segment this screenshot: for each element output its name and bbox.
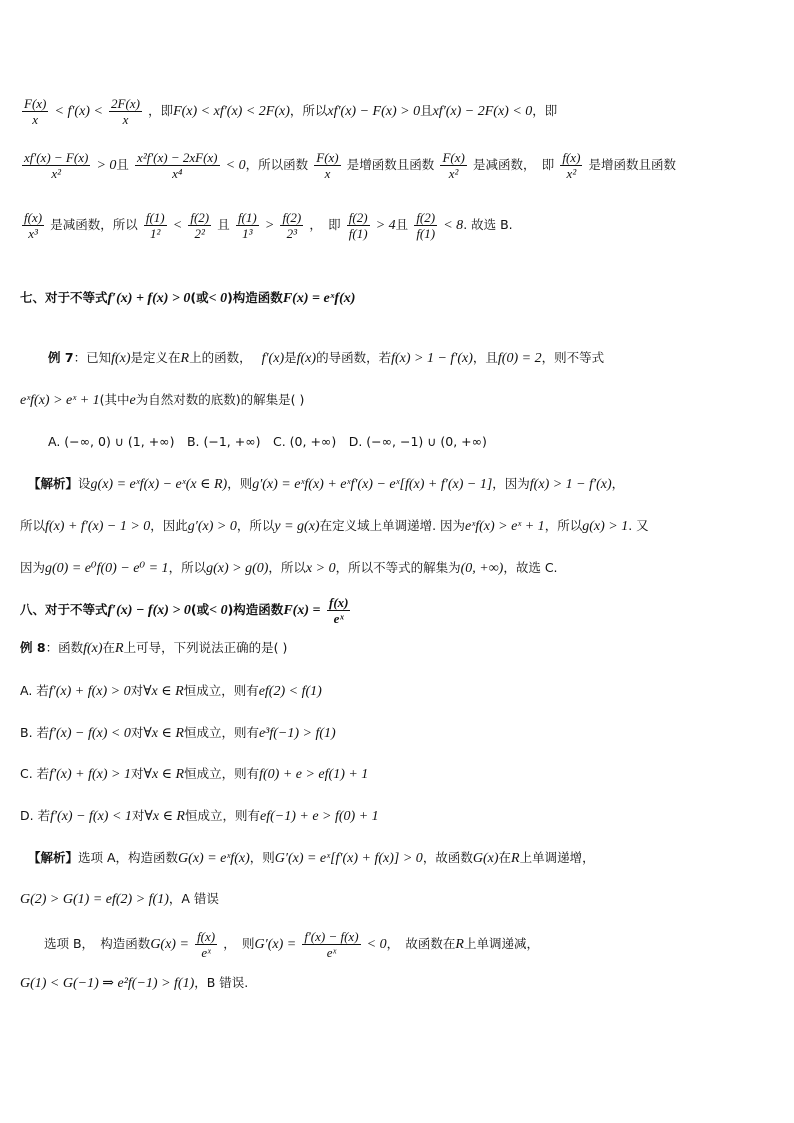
fraction: $\frac{F(x)}{x}$ <box>316 150 339 181</box>
solution-7-line-2: 所以f(x) + f′(x) − 1 > 0，因此g′(x) > 0，所以y = g(x)在定义域上单调递增. 因为eˣf(x) > eˣ + 1，所以g(x) > 1. 又 <box>20 518 649 534</box>
solution-8-line-4: G(1) < G(−1) ⇒ e²f(−1) > f(1)，B 错误. <box>20 975 249 991</box>
derivation-line-3: $\frac{f(x)}{\text{x³}}$ 是减函数，所以 $\frac{f(1)}{\text{1²}}$ < $\frac{f(2)}{\text{2²}}$ 且 $\frac{f(1)}{\text{1³}}$ > $\frac{f(2)}{\text{2³}}$ ， 即 $\frac{f(2)}{f(1)}$ > 4且 $\frac{f(2)}{f(1)}$ < 8. 故选 B. <box>24 210 513 241</box>
fraction: $\frac{f(2)}{\text{2²}}$ <box>190 210 210 241</box>
example-7-options: A. (−∞, 0) ∪ (1, +∞) B. (−1, +∞) C. (0, +∞) D. (−∞, −1) ∪ (0, +∞) <box>48 434 487 449</box>
fraction: $\frac{f'(x) - f(x)}{\text{eˣ}}$ <box>304 929 359 960</box>
fraction: $\frac{f(x)}{\text{x³}}$ <box>24 210 43 241</box>
fraction: $\frac{f(x)}{\text{eˣ}}$ <box>328 595 349 626</box>
solution-8-line-1: 【解析】选项 A，构造函数G(x) = eˣf(x)，则G′(x) = eˣ[f′(x) + f(x)] > 0，故函数G(x)在R上单调递增， <box>28 850 595 866</box>
fraction: $\frac{f(2)}{\text{2³}}$ <box>282 210 302 241</box>
example-7-question: 例 7：已知f(x)是定义在R上的函数， f′(x)是f(x)的导函数，若f(x) > 1 − f′(x)，且f(0) = 2，则不等式 <box>48 350 605 366</box>
solution-8-line-2: G(2) > G(1) = ef(2) > f(1)，A 错误 <box>20 891 219 907</box>
fraction: $\frac{f(x)}{\text{x²}}$ <box>562 150 581 181</box>
derivation-line-2: $\frac{xf'(x) - F(x)}{\text{x²}}$ > 0且 $\frac{\text{x²f′(x) − 2xF(x)}}{\text{x⁴}}$ < 0，所以函数 $\frac{F(x)}{x}$ 是增函数且函数 $\frac{F(x)}{\text{x²}}$ 是减函数， 即 $\frac{f(x)}{\text{x²}}$ 是增函数且函数 <box>24 150 677 181</box>
section-heading-7: 七、对于不等式f′(x) + f(x) > 0(或< 0)构造函数F(x) = eˣf(x) <box>20 290 356 306</box>
example-8-option-b: B. 若f′(x) − f(x) < 0对∀x ∈ R恒成立，则有e³f(−1) > f(1) <box>20 725 336 741</box>
solution-7-line-3: 因为g(0) = e⁰f(0) − e⁰ = 1，所以g(x) > g(0)，所以x > 0，所以不等式的解集为(0, +∞)，故选 C. <box>20 560 558 576</box>
section-heading-8: 八、对于不等式f′(x) − f(x) > 0(或< 0)构造函数F(x) = $\frac{f(x)}{\text{eˣ}}$ <box>20 595 349 626</box>
fraction: $\frac{f(2)}{f(1)}$ <box>348 210 368 241</box>
fraction: $\frac{F(x)}{x}$ <box>24 96 47 127</box>
fraction: $\frac{2F(x)}{x}$ <box>111 96 140 127</box>
fraction: $\frac{f(2)}{f(1)}$ <box>416 210 436 241</box>
example-8-option-c: C. 若f′(x) + f(x) > 1对∀x ∈ R恒成立，则有f(0) + e > ef(1) + 1 <box>20 766 369 782</box>
fraction: $\frac{f(x)}{\text{eˣ}}$ <box>197 929 216 960</box>
example-8-question: 例 8：函数f(x)在R上可导，下列说法正确的是( ) <box>20 640 288 656</box>
example-8-option-a: A. 若f′(x) + f(x) > 0对∀x ∈ R恒成立，则有ef(2) < f(1) <box>20 683 322 699</box>
example-8-option-d: D. 若f′(x) − f(x) < 1对∀x ∈ R恒成立，则有ef(−1) + e > f(0) + 1 <box>20 808 379 824</box>
example-7-question-cont: eˣf(x) > eˣ + 1(其中e为自然对数的底数)的解集是( ) <box>20 392 305 408</box>
fraction: $\frac{f(1)}{\text{1²}}$ <box>145 210 165 241</box>
fraction: $\frac{F(x)}{\text{x²}}$ <box>442 150 465 181</box>
solution-8-line-3: 选项 B， 构造函数G(x) = $\frac{f(x)}{\text{eˣ}}$ ， 则G′(x) = $\frac{f'(x) - f(x)}{\text{eˣ}}$ < 0， 故函数在R上单调递减， <box>44 929 539 960</box>
fraction: $\frac{\text{x²f′(x) − 2xF(x)}}{\text{x⁴}}$ <box>137 150 218 181</box>
derivation-line-1: $\frac{F(x)}{x}$ < f′(x) < $\frac{2F(x)}{x}$ ，即F(x) < xf′(x) < 2F(x)，所以xf′(x) − F(x) > 0且xf′(x) − 2F(x) < 0，即 <box>24 96 558 127</box>
fraction: $\frac{f(1)}{\text{1³}}$ <box>237 210 257 241</box>
fraction: $\frac{xf'(x) - F(x)}{\text{x²}}$ <box>24 150 89 181</box>
solution-7-line-1: 【解析】设g(x) = eˣf(x) − eˣ(x ∈ R)，则g′(x) = eˣf(x) + eˣf′(x) − eˣ[f(x) + f′(x) − 1]，因为f(x) > 1 − f′(x)， <box>28 476 625 492</box>
